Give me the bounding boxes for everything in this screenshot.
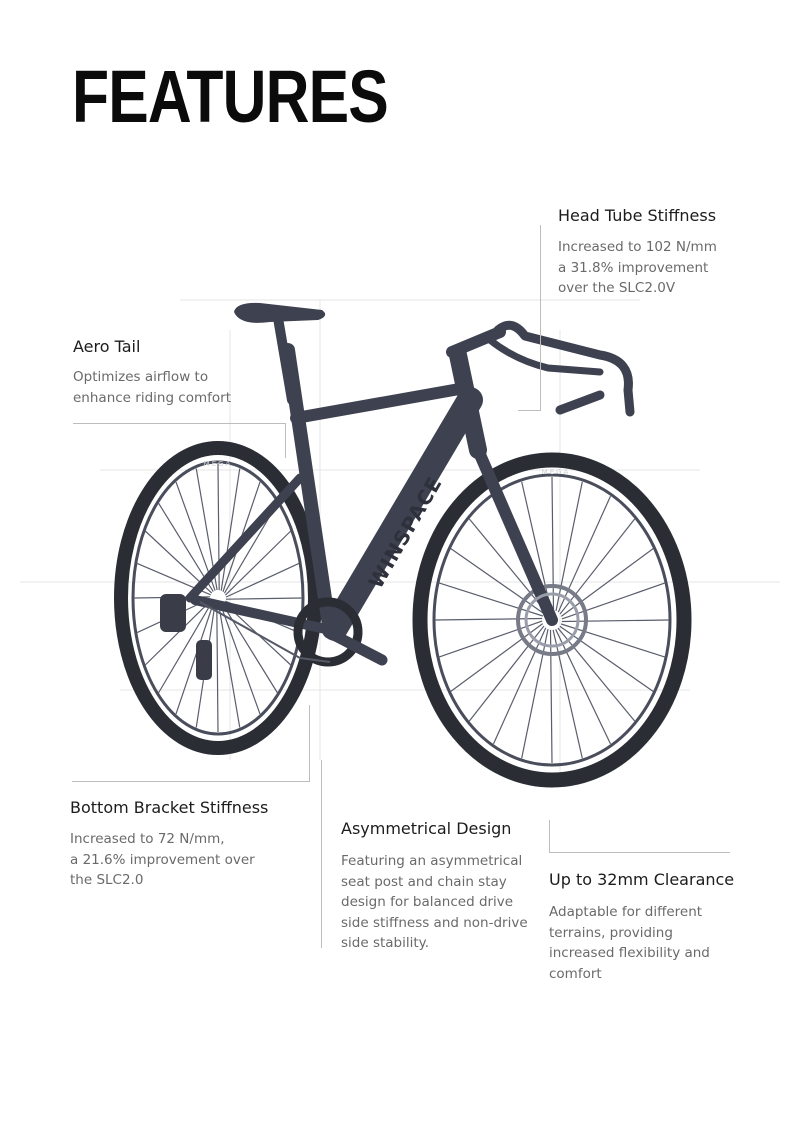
feature-32mm-clearance [549,870,734,984]
bottom-bracket-leader-vertical [309,705,310,782]
head-tube-leader-horizontal [518,410,541,411]
feature-title: Up to 32mm Clearance [549,870,735,889]
feature-asymmetrical-design [341,819,528,954]
feature-title: Head Tube Stiffness [558,206,717,225]
feature-description: Increased to 72 N/mm, a 21.6% improvement over the SLC2.0 [70,831,255,888]
wheel-spoke [558,496,610,612]
wheel-spoke [226,563,299,597]
bottom-bracket-leader-horizontal [72,781,309,782]
wheel-spoke [217,606,218,732]
feature-description: Increased to 102 N/mm a 31.8% improvement over the SLC2.0V [558,239,717,296]
feature-description: Adaptable for different terrains, providing increased flexibility and comfort [549,904,710,982]
aero-tail-leader-vertical [285,423,286,458]
asymmetrical-leader-vertical [321,760,322,948]
saddle [234,303,325,323]
downtube-logo: WINSPACE [363,471,447,593]
front-rim-label: MEGA [541,468,571,476]
wheel-spoke [552,477,553,610]
wheel-spoke [556,629,611,744]
feature-title: Asymmetrical Design [341,819,512,838]
aero-tail-leader-horizontal [73,423,285,424]
clearance-leader-vertical [549,820,550,852]
feature-aero-tail [73,337,231,408]
feature-description: Optimizes airflow to enhance riding comfort [73,369,231,406]
feature-title: Aero Tail [73,337,141,356]
feature-head-tube-stiffness [558,206,717,299]
feature-description: Featuring an asymmetrical seat post and chain stay design for balanced drive side stiffness and non-drive side stability. [341,853,528,951]
wheel-spoke [494,628,546,744]
wheel-spoke [551,630,552,763]
wheel-spoke [219,606,240,727]
wheel-spoke [225,531,290,595]
wheel-spoke [226,598,302,599]
clearance-leader-horizontal [549,852,730,853]
page-title: FEATURES [72,55,388,138]
wheel-spoke [221,605,260,714]
wheel-spoke [558,628,635,721]
rear-rim-label: MEGA [203,460,233,468]
feature-title: Bottom Bracket Stiffness [70,798,269,817]
head-tube-leader-vertical [540,225,541,410]
feature-bottom-bracket-stiffness [70,798,268,891]
